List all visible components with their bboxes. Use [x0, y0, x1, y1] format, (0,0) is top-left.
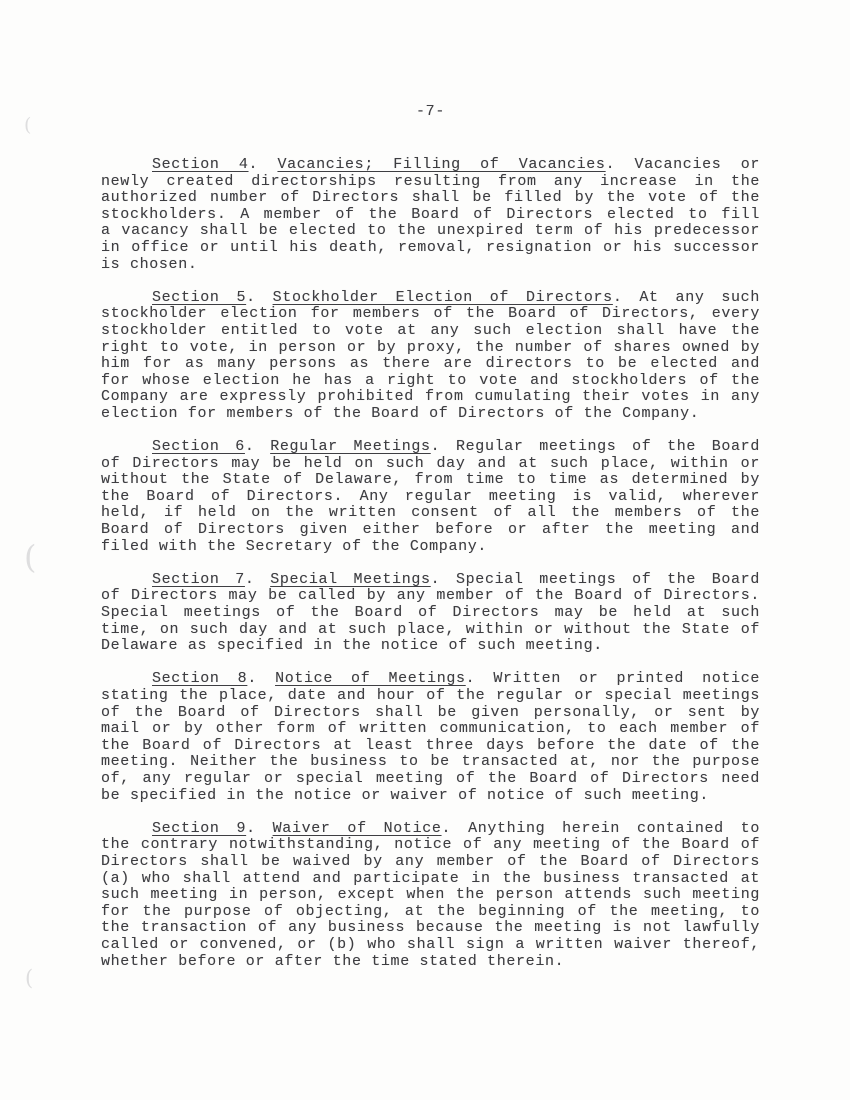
text-line: Special meetings of the Board of Directors may be held at such	[101, 604, 760, 622]
text-line: Section 7. Special Meetings. Special meetings of the Board	[152, 570, 760, 588]
text-line: held, if held on the written consent of all the members of the	[101, 504, 760, 522]
text-line: Section 9. Waiver of Notice. Anything herein contained to	[152, 819, 760, 837]
text-line: Section 8. Notice of Meetings. Written or printed notice	[152, 670, 761, 688]
section-title: Special Meetings	[270, 570, 431, 588]
text-line: him for as many persons as there are directors to be elected and	[101, 355, 760, 373]
section-title: Waiver of Notice	[272, 819, 442, 837]
section-label: Section 4	[152, 156, 249, 173]
section-label: Section 9	[152, 819, 247, 837]
text-line: for whose election he has a right to vote and stockholders of the	[101, 371, 760, 389]
text-line: stockholder entitled to vote at any such election shall have the	[101, 321, 760, 339]
text-line: such meeting in person, except when the person attends such meeting	[101, 886, 760, 904]
text-line: Section 6. Regular Meetings. Regular meetings of the Board	[152, 438, 760, 456]
text-line: of the Board of Directors shall be given personally, or sent by	[101, 703, 760, 721]
scan-artifact-icon: (	[24, 538, 37, 576]
text-line: the Board of Directors at least three days before the date of the	[101, 736, 760, 754]
section-section-5	[101, 290, 760, 423]
text-line: Section 5. Stockholder Election of Directors. At any such	[152, 288, 760, 306]
text-line: right to vote, in person or by proxy, the number of shares owned by	[101, 338, 760, 356]
text-line: Delaware as specified in the notice of such meeting.	[101, 637, 603, 655]
text-line: a vacancy shall be elected to the unexpired term of his predecessor	[101, 222, 760, 240]
text-line: Board of Directors given either before or after the meeting and	[101, 521, 760, 539]
section-title: Stockholder Election of Directors	[272, 288, 613, 306]
section-label: Section 8	[152, 670, 248, 688]
section-label: Section 7	[152, 570, 245, 588]
section-section-9	[101, 821, 760, 970]
text-line: election for members of the Board of Directors of the Company.	[101, 404, 700, 422]
text-line: (a) who shall attend and participate in the business transacted at	[101, 869, 760, 887]
text-line: of, any regular or special meeting of the Board of Directors need	[101, 769, 760, 787]
text-line: for the purpose of objecting, at the beginning of the meeting, to	[101, 902, 760, 920]
text-line: authorized number of Directors shall be filled by the vote of the	[101, 189, 760, 207]
section-title: Vacancies; Filling of Vacancies	[277, 156, 606, 173]
text-line: the transaction of any business because the meeting is not lawfully	[101, 919, 760, 937]
text-line: stockholder election for members of the Board of Directors, every	[101, 305, 760, 323]
section-section-7	[101, 572, 760, 655]
page-number: -7-	[416, 103, 445, 120]
text-line: the Board of Directors. Any regular meeting is valid, wherever	[101, 487, 760, 505]
section-section-4	[101, 157, 760, 273]
text-line: whether before or after the time stated therein.	[101, 952, 565, 970]
section-title: Notice of Meetings	[275, 670, 466, 688]
text-line: Company are expressly prohibited from cumulating their votes in any	[101, 388, 760, 406]
text-line: the contrary notwithstanding, notice of any meeting of the Board of	[101, 836, 760, 854]
section-label: Section 5	[152, 288, 247, 306]
section-section-6	[101, 439, 760, 555]
text-line: of Directors may be held on such day and at such place, within or	[101, 454, 760, 472]
text-line: called or convened, or (b) who shall sign a written waiver thereof,	[101, 935, 760, 953]
text-line: Section 4. Vacancies; Filling of Vacancies. Vacancies or	[152, 156, 760, 173]
text-line: filed with the Secretary of the Company.	[101, 537, 488, 555]
scan-artifact-icon: (	[24, 114, 32, 136]
text-line: meeting. Neither the business to be transacted at, nor the purpose	[101, 753, 760, 771]
text-line: mail or by other form of written communication, to each member of	[101, 720, 760, 738]
text-line: Directors shall be waived by any member of the Board of Directors	[101, 852, 760, 870]
scan-artifact-icon: (	[25, 966, 34, 990]
section-title: Regular Meetings	[270, 438, 431, 456]
text-line: be specified in the notice or waiver of notice of such meeting.	[101, 786, 710, 804]
text-line: stating the place, date and hour of the regular or special meetings	[101, 687, 760, 704]
text-line: time, on such day and at such place, within or without the State of	[101, 620, 760, 638]
text-line: stockholders. A member of the Board of Directors elected to fill	[101, 205, 760, 223]
document-body	[101, 157, 760, 970]
text-line: is chosen.	[101, 255, 198, 273]
text-line: newly created directorships resulting from any increase in the	[101, 172, 760, 190]
text-line: without the State of Delaware, from time to time as determined by	[101, 471, 760, 489]
text-line: in office or until his death, removal, resignation or his successor	[101, 238, 760, 256]
text-line: of Directors may be called by any member of the Board of Directors.	[101, 587, 760, 605]
section-label: Section 6	[152, 438, 245, 456]
section-section-8	[101, 671, 760, 804]
